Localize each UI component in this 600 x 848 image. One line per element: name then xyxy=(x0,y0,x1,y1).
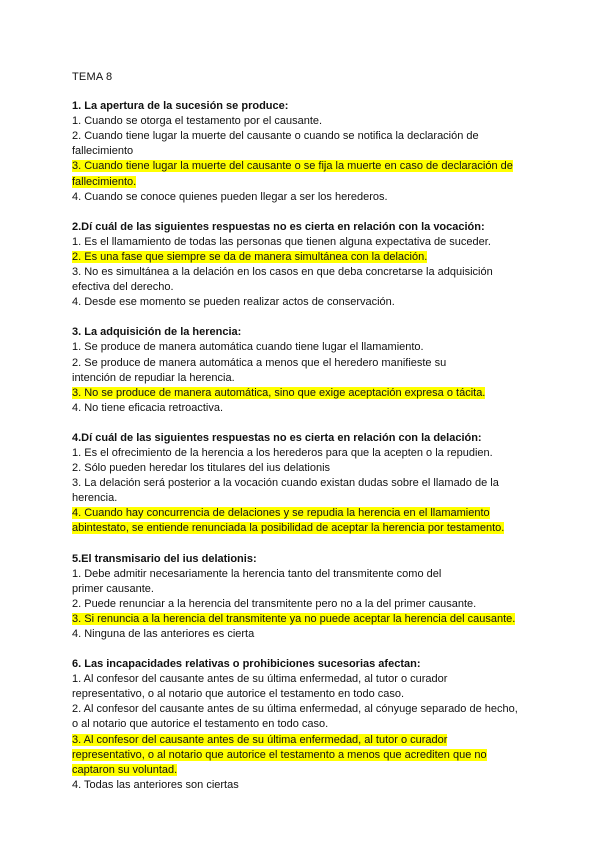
document-page xyxy=(72,70,534,808)
answer-option-line: 1. Es el llamamiento de todas las personas que tienen alguna expectativa de suceder. xyxy=(72,235,491,248)
answer-option-line: 3. Cuando tiene lugar la muerte del causante o se fija la muerte en caso de declaración de xyxy=(72,160,513,173)
answer-option xyxy=(72,401,534,416)
answer-option xyxy=(72,235,534,250)
answer-option-line: 2. Se produce de manera automática a menos que el heredero manifieste su xyxy=(72,356,447,369)
question-text: 2.Dí cuál de las siguientes respuestas no es cierta en relación con la vocación: xyxy=(72,220,485,233)
answer-option-line: 4. Todas las anteriores son ciertas xyxy=(72,778,239,791)
answer-option xyxy=(72,672,534,702)
answer-option-line: o al notario que autorice el testamento en todo caso. xyxy=(72,718,329,731)
question-block xyxy=(72,552,534,643)
answer-option-line: 3. La delación será posterior a la vocación cuando existan dudas sobre el llamado de la xyxy=(72,477,499,490)
question-list xyxy=(72,99,534,793)
question-block xyxy=(72,99,534,205)
answer-option-line: 4. Desde ese momento se pueden realizar actos de conservación. xyxy=(72,296,395,309)
answer-option xyxy=(72,702,534,732)
answer-option xyxy=(72,627,534,642)
answer-option-line: 3. No es simultánea a la delación en los casos en que deba concretarse la adquisición xyxy=(72,266,493,279)
answer-option-line: 3. Al confesor del causante antes de su última enfermedad, al tutor o curador xyxy=(72,733,448,746)
highlighted-answer-option xyxy=(72,386,534,401)
answer-option-line: intención de repudiar la herencia. xyxy=(72,371,235,384)
question-block xyxy=(72,431,534,537)
highlighted-answer-option xyxy=(72,159,534,189)
answer-option xyxy=(72,265,534,295)
highlighted-answer-option xyxy=(72,506,534,536)
question-text: 5.El transmisario del ius delationis: xyxy=(72,552,257,565)
question-block xyxy=(72,657,534,793)
answer-option-line: representativo, o al notario que autorice el testamento a menos que acrediten que no xyxy=(72,748,487,761)
answer-option-line: 4. No tiene eficacia retroactiva. xyxy=(72,401,224,414)
question-text: 3. La adquisición de la herencia: xyxy=(72,326,242,339)
answer-option-line: 1. Cuando se otorga el testamento por el causante. xyxy=(72,115,323,128)
question-text: 1. La apertura de la sucesión se produce: xyxy=(72,100,289,113)
question-text: 6. Las incapacidades relativas o prohibiciones sucesorias afectan: xyxy=(72,658,421,671)
answer-option-line: representativo, o al notario que autorice el testamento en todo caso. xyxy=(72,688,405,701)
answer-option-line: 1. Se produce de manera automática cuando tiene lugar el llamamiento. xyxy=(72,341,424,354)
answer-option xyxy=(72,114,534,129)
answer-option xyxy=(72,476,534,506)
answer-option-line: efectiva del derecho. xyxy=(72,281,174,294)
answer-option xyxy=(72,129,534,159)
answer-option-line: 1. Es el ofrecimiento de la herencia a los herederos para que la acepten o la repudien. xyxy=(72,446,493,459)
answer-option xyxy=(72,340,534,355)
answer-option-line: 2. Es una fase que siempre se da de manera simultánea con la delación. xyxy=(72,250,428,263)
answer-option xyxy=(72,597,534,612)
answer-option xyxy=(72,446,534,461)
answer-option-line: 4. Cuando hay concurrencia de delaciones y se repudia la herencia en el llamamiento xyxy=(72,507,490,520)
answer-option-line: 2. Sólo pueden heredar los titulares del ius delationis xyxy=(72,462,331,475)
highlighted-answer-option xyxy=(72,250,534,265)
answer-option-line: 3. No se produce de manera automática, sino que exige aceptación expresa o tácita. xyxy=(72,386,486,399)
question-text: 4.Dí cuál de las siguientes respuestas no es cierta en relación con la delación: xyxy=(72,431,482,444)
answer-option xyxy=(72,567,534,597)
answer-option xyxy=(72,778,534,793)
answer-option-line: captaron su voluntad. xyxy=(72,763,178,776)
answer-option-line: 4. Ninguna de las anteriores es cierta xyxy=(72,628,255,640)
highlighted-answer-option xyxy=(72,733,534,778)
answer-option-line: 1. Al confesor del causante antes de su última enfermedad, al tutor o curador xyxy=(72,673,448,686)
answer-option-line: herencia. xyxy=(72,492,118,505)
question-block xyxy=(72,325,534,416)
answer-option xyxy=(72,295,534,310)
question-block xyxy=(72,220,534,311)
answer-option-line: 3. Si renuncia a la herencia del transmitente ya no puede aceptar la herencia del causante. xyxy=(72,612,516,625)
answer-option-line: 2. Puede renunciar a la herencia del transmitente pero no a la del primer causante. xyxy=(72,597,477,610)
answer-option-line: fallecimiento xyxy=(72,145,134,158)
answer-option-line: 2. Cuando tiene lugar la muerte del causante o cuando se notifica la declaración de xyxy=(72,130,479,143)
page-title: TEMA 8 xyxy=(72,71,113,83)
answer-option-line: 4. Cuando se conoce quienes pueden llegar a ser los herederos. xyxy=(72,190,388,203)
answer-option-line: 2. Al confesor del causante antes de su última enfermedad, al cónyuge separado de hecho, xyxy=(72,703,518,716)
answer-option xyxy=(72,461,534,476)
answer-option-line: fallecimiento. xyxy=(72,175,137,188)
answer-option-line: primer causante. xyxy=(72,582,154,595)
answer-option-line: 1. Debe admitir necesariamente la herencia tanto del transmitente como del xyxy=(72,567,442,580)
highlighted-answer-option xyxy=(72,612,534,627)
answer-option xyxy=(72,356,534,386)
answer-option xyxy=(72,190,534,205)
answer-option-line: abintestato, se entiende renunciada la posibilidad de aceptar la herencia por testamento. xyxy=(72,522,505,535)
